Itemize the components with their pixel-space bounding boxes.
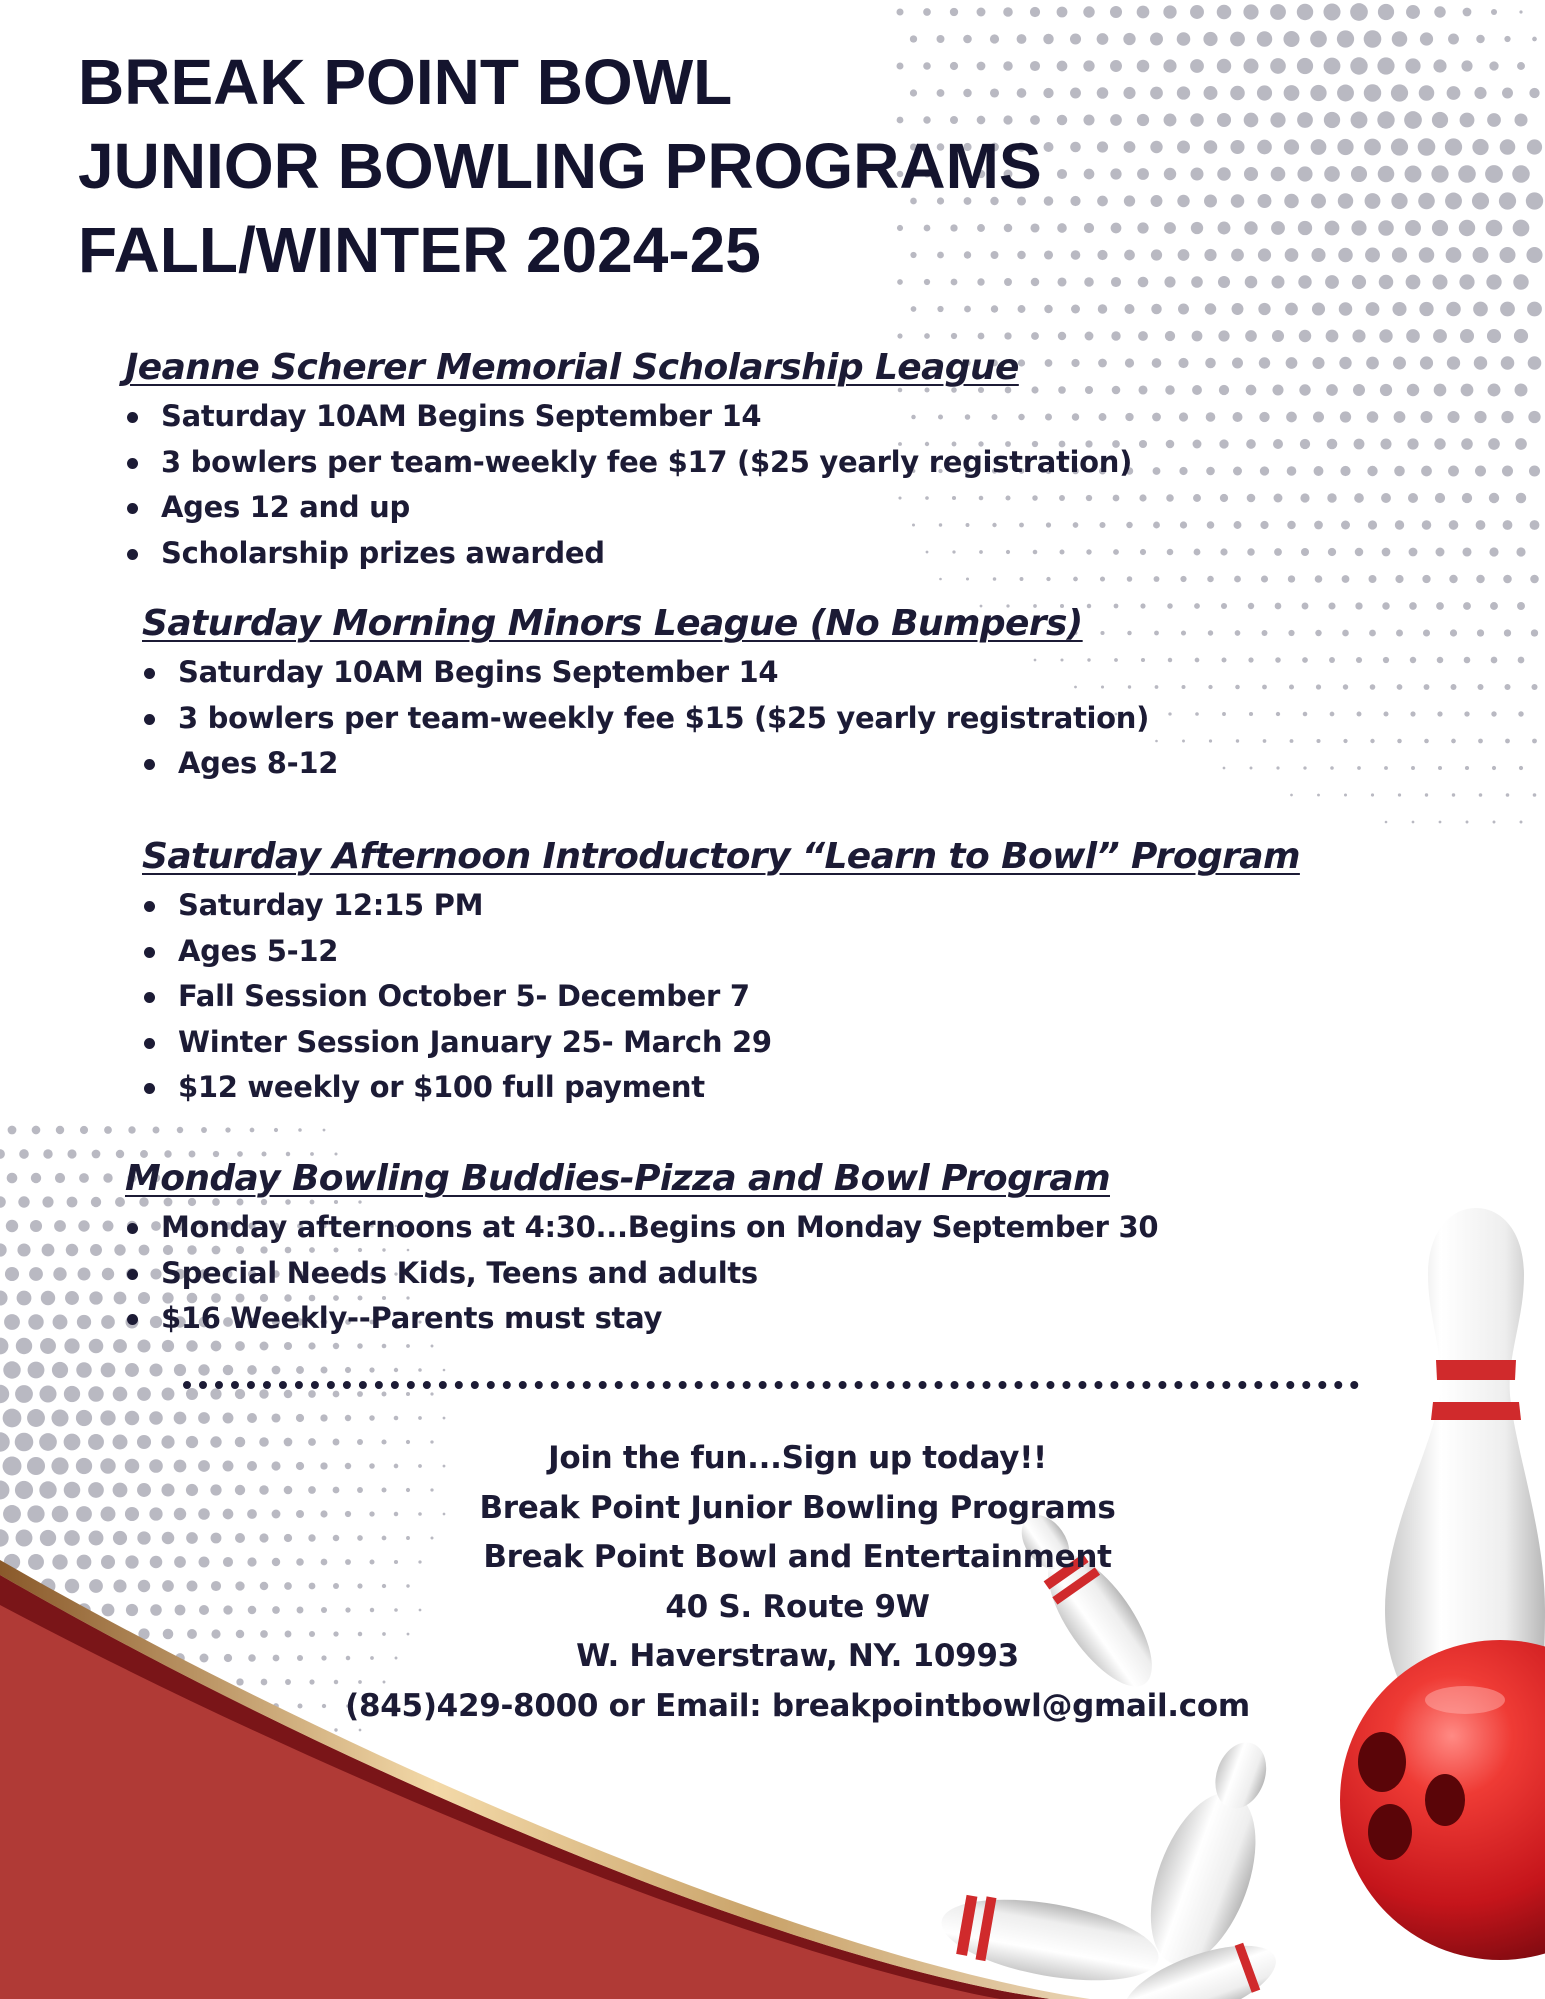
- list-item-text: $12 weekly or $100 full payment: [178, 1070, 705, 1104]
- contact-tagline: Join the fun...Sign up today!!: [548, 1440, 1047, 1476]
- list-item-text: Ages 5-12: [178, 933, 339, 968]
- list-item-text: $16 Weekly--Parents must stay: [161, 1301, 663, 1335]
- list-item-text: 3 bowlers per team-weekly fee $15 ($25 yearly registration): [178, 700, 1150, 735]
- dotted-divider: [183, 1381, 1359, 1389]
- list-item: [125, 1251, 1158, 1297]
- contact-block: [250, 1434, 1345, 1731]
- bullet-icon: [144, 759, 155, 770]
- bullet-icon: [144, 714, 155, 725]
- bullet-icon: [127, 1314, 138, 1325]
- title-line: JUNIOR BOWLING PROGRAMS: [78, 130, 1042, 202]
- list-item-text: Winter Session January 25- March 29: [178, 1024, 772, 1059]
- list-item-text: Saturday 10AM Begins September 14: [178, 655, 779, 689]
- bullet-icon: [127, 458, 138, 469]
- section-list: [125, 394, 1132, 576]
- bowling-ball-icon: [1340, 1640, 1545, 1960]
- bullet-icon: [127, 549, 138, 560]
- falling-pin-icon: [1130, 1728, 1295, 1979]
- section-scholarship-league: [125, 344, 1132, 576]
- bullet-icon: [144, 1083, 155, 1094]
- list-item: [125, 531, 1132, 577]
- bullet-icon: [127, 503, 138, 514]
- list-item: [142, 1065, 1300, 1111]
- section-heading: Monday Bowling Buddies-Pizza and Bowl Program: [125, 1158, 1110, 1199]
- section-minors-league: [142, 600, 1149, 787]
- section-heading: Saturday Afternoon Introductory “Learn to Bowl” Program: [142, 836, 1300, 877]
- list-item-text: Saturday 12:15 PM: [178, 888, 484, 922]
- section-list: [142, 650, 1149, 787]
- title-line: BREAK POINT BOWL: [78, 46, 733, 118]
- list-item-text: Fall Session October 5- December 7: [178, 979, 750, 1013]
- title-line: FALL/WINTER 2024-25: [78, 214, 761, 286]
- list-item: [142, 974, 1300, 1020]
- contact-city: W. Haverstraw, NY. 10993: [576, 1638, 1019, 1674]
- bullet-icon: [144, 947, 155, 958]
- bullet-icon: [127, 1269, 138, 1280]
- contact-venue-name: Break Point Bowl and Entertainment: [483, 1539, 1112, 1575]
- contact-program-name: Break Point Junior Bowling Programs: [479, 1489, 1116, 1526]
- list-item-text: Monday afternoons at 4:30...Begins on Monday September 30: [161, 1210, 1159, 1244]
- list-item: [142, 929, 1300, 975]
- contact-phone-email: (845)429-8000 or Email: breakpointbowl@gmail.com: [345, 1687, 1250, 1724]
- list-item: [142, 883, 1300, 929]
- list-item: [125, 394, 1132, 440]
- contact-street: 40 S. Route 9W: [665, 1588, 930, 1625]
- list-item-text: Ages 12 and up: [161, 490, 410, 524]
- bullet-icon: [127, 412, 138, 423]
- list-item-text: 3 bowlers per team-weekly fee $17 ($25 yearly registration): [161, 444, 1133, 479]
- list-item-text: Scholarship prizes awarded: [161, 535, 605, 570]
- section-heading: Saturday Morning Minors League (No Bumpers): [142, 603, 1083, 644]
- page-title: [78, 40, 1042, 292]
- list-item-text: Ages 8-12: [178, 746, 339, 780]
- list-item: [142, 696, 1149, 742]
- bullet-icon: [144, 1038, 155, 1049]
- list-item: [125, 1205, 1158, 1251]
- list-item: [142, 1020, 1300, 1066]
- section-list: [142, 883, 1300, 1111]
- section-heading: Jeanne Scherer Memorial Scholarship League: [125, 347, 1019, 388]
- section-list: [125, 1205, 1158, 1342]
- bullet-icon: [144, 992, 155, 1003]
- bullet-icon: [144, 901, 155, 912]
- list-item: [125, 1296, 1158, 1342]
- list-item: [125, 440, 1132, 486]
- list-item: [142, 650, 1149, 696]
- bullet-icon: [144, 668, 155, 679]
- list-item-text: Special Needs Kids, Teens and adults: [161, 1255, 758, 1290]
- list-item-text: Saturday 10AM Begins September 14: [161, 399, 762, 433]
- list-item: [125, 485, 1132, 531]
- section-learn-to-bowl: [142, 833, 1300, 1111]
- list-item: [142, 741, 1149, 787]
- section-bowling-buddies: [125, 1155, 1158, 1342]
- bullet-icon: [127, 1223, 138, 1234]
